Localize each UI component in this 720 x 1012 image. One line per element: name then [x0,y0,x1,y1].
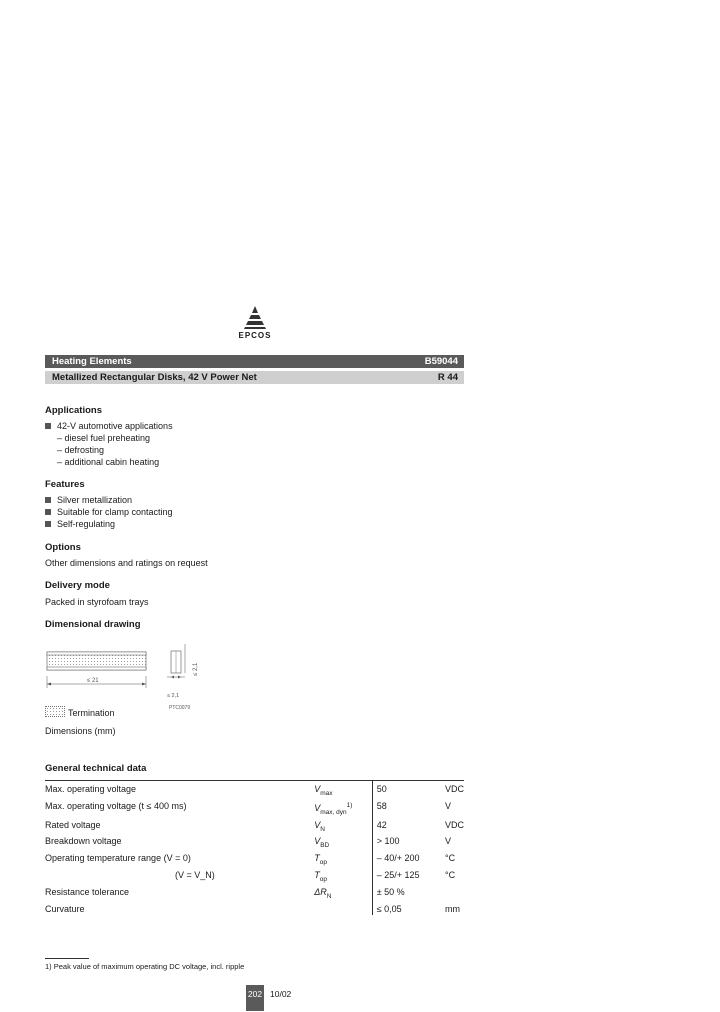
category-title: Heating Elements [52,356,132,367]
footnote-rule [45,958,89,959]
feature-item: Silver metallization [45,495,132,505]
options-text: Other dimensions and ratings on request [45,558,208,568]
table-row [45,886,464,903]
symbol-cell: $T_{op}$ [314,869,327,883]
header-bar-subtitle [45,371,464,384]
param-cell: Resistance tolerance [45,886,130,897]
table-row [45,781,464,800]
delivery-heading: Delivery mode [45,580,110,591]
bullet-square-icon [45,521,51,527]
tech-data-table [45,781,464,915]
dimensional-drawing [45,636,205,712]
unit-cell: VDC [444,819,464,830]
symbol-cell: $V_{max}$ [314,784,333,797]
application-sub-item: – defrosting [57,445,105,455]
drawing-code: PTC0079 [169,705,191,711]
epcos-logo [230,306,280,340]
param-cell: Max. operating voltage [45,784,137,794]
value-cell: ± 50 % [372,886,445,903]
footnote: 1) Peak value of maximum operating DC voltage, incl. ripple [45,962,245,971]
unit-cell: VDC [444,784,464,794]
features-heading: Features [45,479,85,490]
table-row [45,835,464,852]
value-cell: 42 [372,819,445,836]
param-cell: Operating temperature range (V = 0) [45,853,191,864]
tech-heading: General technical data [45,763,147,774]
product-subtitle: Metallized Rectangular Disks, 42 V Power Net [52,372,257,383]
termination-swatch-icon [45,706,65,717]
table-row [45,800,464,819]
drawing-heading: Dimensional drawing [45,619,141,630]
feature-item: Suitable for clamp contacting [45,507,173,517]
symbol-cell [314,903,372,915]
param-cell: (V = V_N) [175,869,215,880]
unit-cell: mm [444,903,460,914]
options-heading: Options [45,542,81,553]
header-bar-category [45,355,464,368]
application-item: 42-V automotive applications [45,421,173,431]
page-date: 10/02 [270,989,292,999]
dim-length-label: ≤ 21 [87,678,99,684]
value-cell: – 25/+ 125 [372,869,445,886]
param-cell: Curvature [45,903,85,914]
drawing-legend: Termination [45,706,115,718]
unit-cell: V [444,836,451,847]
applications-heading: Applications [45,405,103,416]
dim-thickness-label: ≤ 2,1 [167,693,180,699]
application-sub-item: – diesel fuel preheating [57,433,151,443]
param-cell: Breakdown voltage [45,836,122,847]
dim-height-label: ≤ 2,1 [193,662,199,676]
symbol-cell: $T_{op}$ [314,853,327,866]
value-cell: 58 [372,800,445,819]
part-number: B59044 [424,356,458,367]
symbol-cell: $V_N$ [314,819,325,833]
bullet-square-icon [45,423,51,429]
brand-name: EPCOS [238,331,272,340]
value-cell: > 100 [372,835,445,852]
epcos-logo-icon [244,306,266,330]
param-cell: Rated voltage [45,819,101,830]
unit-cell: V [444,800,451,811]
unit-cell: °C [444,869,456,880]
application-sub-item: – additional cabin heating [57,457,160,467]
table-row [45,869,464,886]
value-cell: – 40/+ 200 [372,852,445,869]
bullet-square-icon [45,509,51,515]
series-code: R 44 [437,372,458,383]
value-cell: 50 [372,781,445,800]
page-number: 202 [246,985,264,1011]
table-row [45,852,464,869]
units-note: Dimensions (mm) [45,726,116,736]
bullet-square-icon [45,497,51,503]
symbol-cell: $V_{BD}$ [314,836,330,850]
unit-cell: °C [444,853,456,864]
table-row [45,903,464,915]
delivery-text: Packed in styrofoam trays [45,597,149,607]
unit-cell [445,886,464,903]
symbol-cell: $V_{max, dyn}^{1)}$ [314,801,353,816]
feature-item: Self-regulating [45,519,115,529]
symbol-cell: $\Delta R_N$ [314,886,332,900]
table-row [45,819,464,836]
value-cell: ≤ 0,05 [372,903,445,915]
param-cell: Max. operating voltage (t ≤ 400 ms) [45,800,187,811]
